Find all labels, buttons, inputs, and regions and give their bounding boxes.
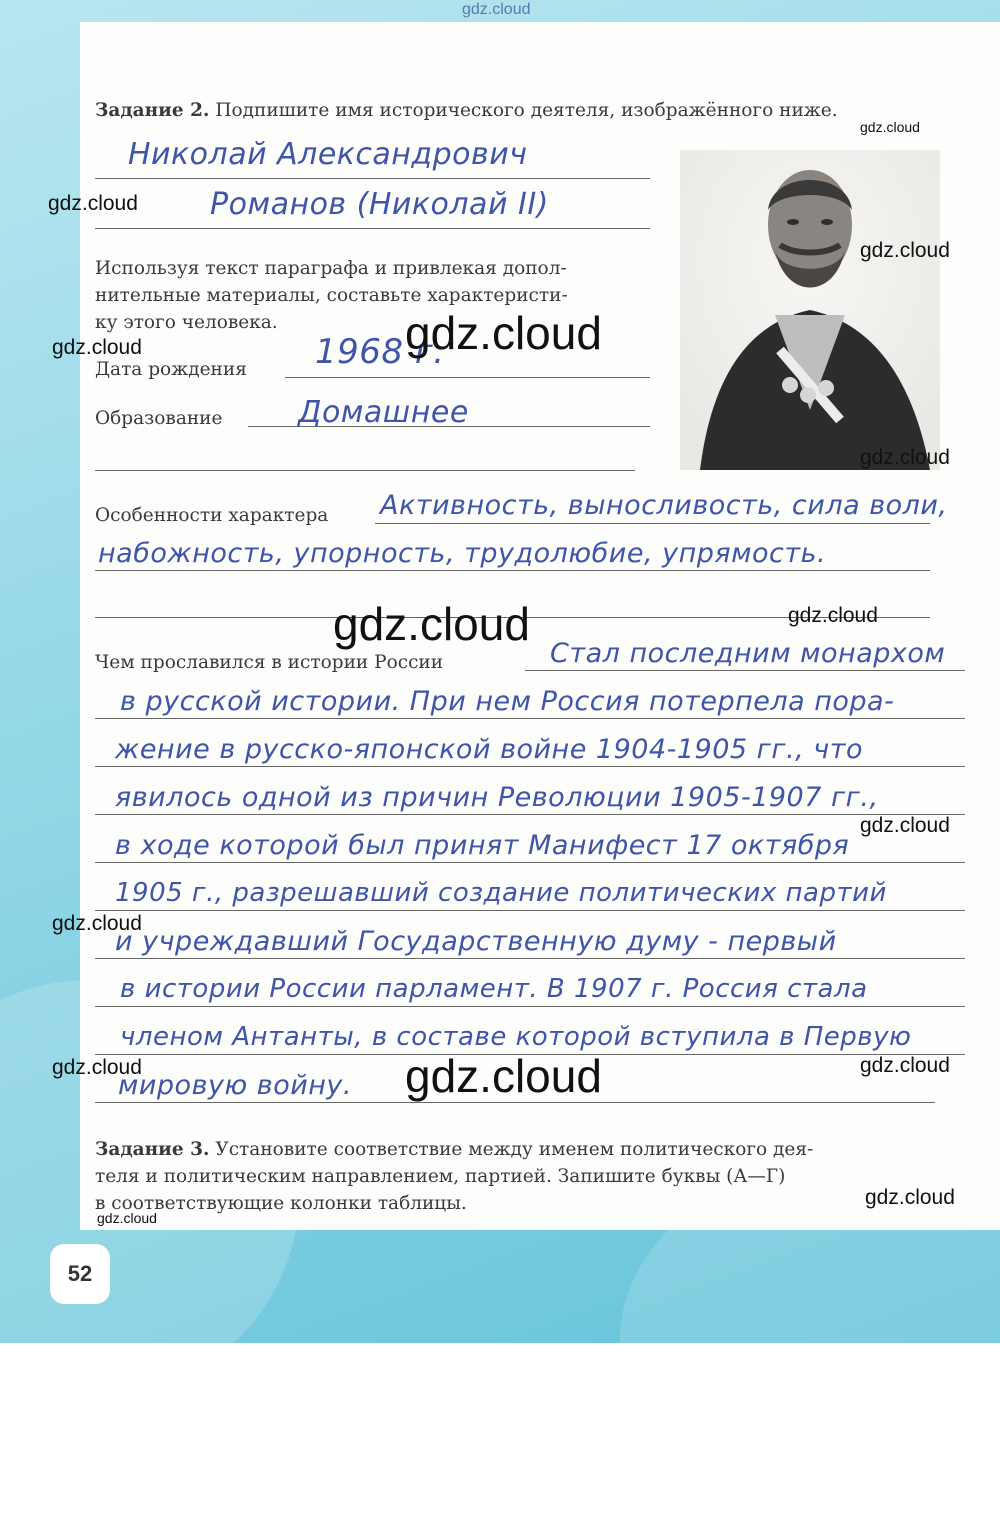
- watermark: gdz.cloud: [97, 1210, 157, 1226]
- handwritten-fame-line: и учреждавший Государственную думу - первый: [115, 926, 837, 957]
- birth-label: Дата рождения: [95, 359, 247, 380]
- answer-line: [95, 718, 965, 719]
- watermark: gdz.cloud: [52, 1056, 142, 1079]
- task3-label: Задание 3.: [95, 1139, 210, 1160]
- answer-line: [95, 814, 965, 815]
- handwritten-fame-line: мировую войну.: [118, 1070, 352, 1101]
- answer-line: [95, 470, 635, 471]
- answer-line: [95, 766, 965, 767]
- watermark: gdz.cloud: [860, 814, 950, 837]
- answer-line: [95, 862, 965, 863]
- watermark: gdz.cloud: [52, 336, 142, 359]
- answer-line: [375, 523, 930, 524]
- portrait-image: [680, 150, 940, 470]
- handwritten-fame-line: Стал последним монархом: [550, 638, 946, 669]
- task2-label: Задание 2.: [95, 100, 210, 121]
- handwritten-fame-line: жение в русско-японской войне 1904-1905 гг., что: [115, 734, 863, 765]
- instruction-line: нительные материалы, составьте характеристи-: [95, 285, 568, 306]
- task2-heading: [95, 102, 838, 121]
- watermark: gdz.cloud: [405, 307, 602, 359]
- task2-prompt: Подпишите имя исторического деятеля, изображённого ниже.: [215, 100, 838, 121]
- fame-label: Чем прославился в истории России: [95, 652, 444, 673]
- handwritten-birth-date: 1968 г.: [315, 332, 445, 372]
- answer-line: [95, 228, 650, 229]
- watermark: gdz.cloud: [462, 1, 531, 18]
- answer-line: [285, 377, 650, 378]
- handwritten-fame-line: явилось одной из причин Революции 1905-1907 гг.,: [115, 782, 879, 813]
- answer-line: [95, 178, 650, 179]
- answer-line: [525, 670, 965, 671]
- page-number: 52: [50, 1244, 110, 1304]
- character-label: Особенности характера: [95, 505, 329, 526]
- answer-line: [95, 1102, 935, 1103]
- handwritten-name-line1: Николай Александрович: [128, 137, 528, 172]
- handwritten-fame-line: в истории России парламент. В 1907 г. Россия стала: [120, 974, 868, 1004]
- answer-line: [95, 570, 930, 571]
- watermark: gdz.cloud: [860, 239, 950, 262]
- task3-text: Установите соответствие между именем политического дея-: [215, 1139, 814, 1160]
- handwritten-fame-line: в ходе которой был принят Манифест 17 октября: [115, 830, 850, 861]
- education-label: Образование: [95, 408, 223, 429]
- handwritten-fame-line: в русской истории. При нем Россия потерпела пора-: [120, 686, 895, 717]
- handwritten-name-line2: Романов (Николай II): [210, 187, 549, 222]
- instruction-line: Используя текст параграфа и привлекая допол-: [95, 258, 567, 279]
- answer-line: [95, 958, 965, 959]
- watermark: gdz.cloud: [52, 912, 142, 935]
- watermark: gdz.cloud: [48, 192, 138, 215]
- answer-line: [95, 1006, 965, 1007]
- handwritten-fame-line: 1905 г., разрешавший создание политических партий: [115, 878, 887, 908]
- handwritten-character-line2: набожность, упорность, трудолюбие, упрямость.: [98, 538, 827, 569]
- handwritten-character-line1: Активность, выносливость, сила воли,: [380, 490, 948, 521]
- handwritten-education: Домашнее: [298, 395, 469, 430]
- task3-heading: [95, 1141, 813, 1160]
- watermark: gdz.cloud: [788, 604, 878, 627]
- watermark: gdz.cloud: [405, 1050, 602, 1102]
- watermark: gdz.cloud: [860, 446, 950, 469]
- instruction-line: ку этого человека.: [95, 312, 278, 333]
- task3-text: теля и политическим направлением, партией. Запишите буквы (А—Г): [95, 1166, 786, 1187]
- watermark: gdz.cloud: [860, 1054, 950, 1077]
- watermark: gdz.cloud: [860, 119, 920, 135]
- handwritten-fame-line: членом Антанты, в составе которой вступила в Первую: [120, 1022, 912, 1052]
- answer-line: [95, 910, 965, 911]
- task3-text: в соответствующие колонки таблицы.: [95, 1193, 467, 1214]
- watermark: gdz.cloud: [865, 1186, 955, 1209]
- watermark: gdz.cloud: [333, 598, 530, 650]
